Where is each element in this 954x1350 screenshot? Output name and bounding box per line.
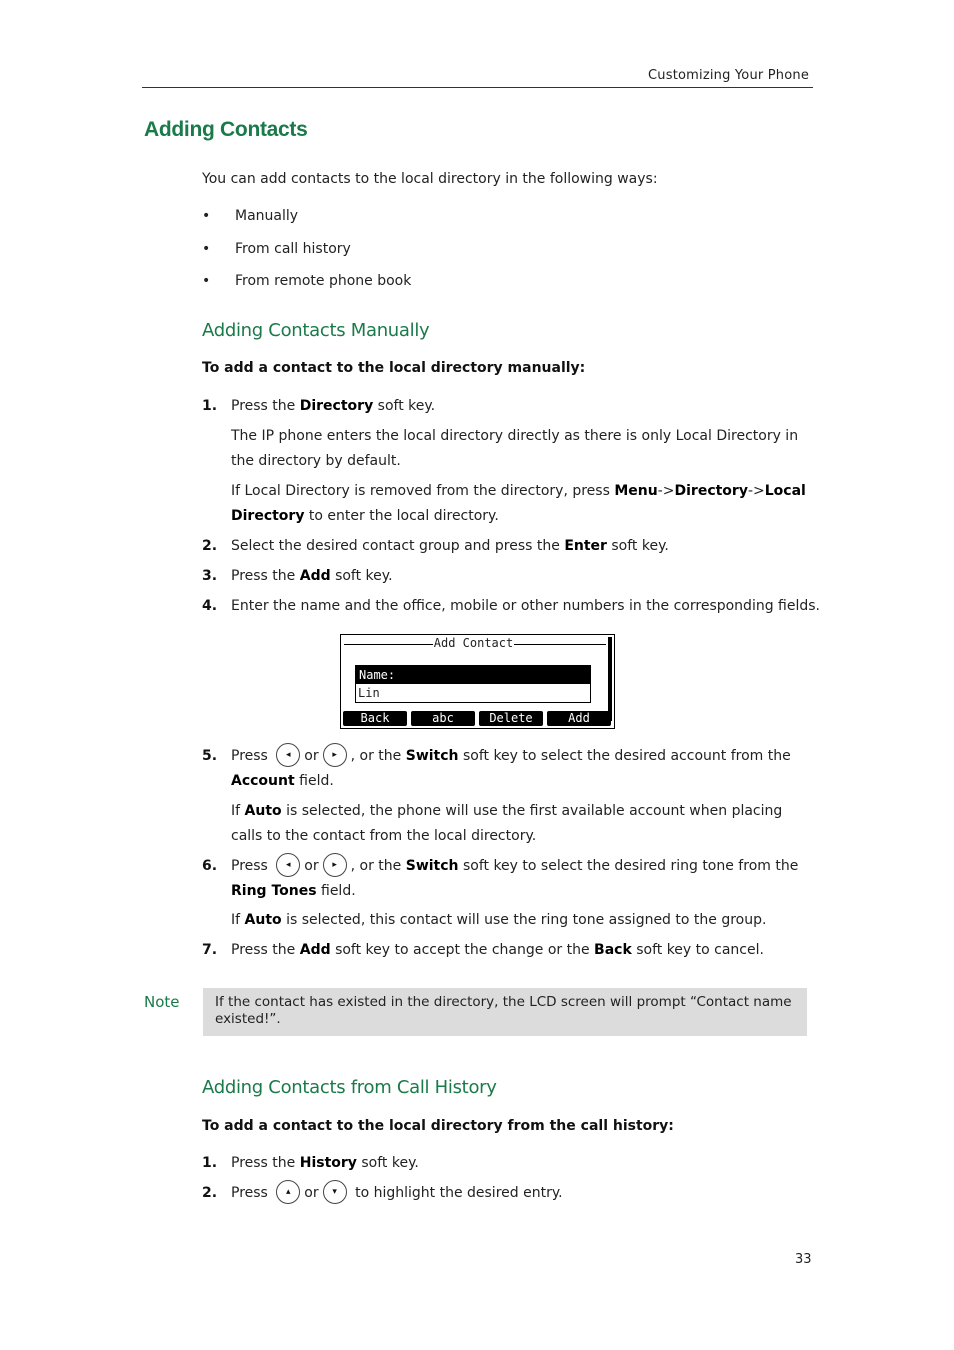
step-text: Press the Directory soft key. [231, 398, 436, 414]
bullet-icon: • [202, 273, 211, 289]
note-box [203, 988, 807, 1036]
subsection-title-manual: Adding Contacts Manually [202, 320, 430, 341]
right-arrow-key-icon: ▸ [323, 853, 347, 877]
left-arrow-key-icon: ◂ [276, 743, 300, 767]
step-paragraph: If Auto is selected, the phone will use the first available account when placing calls to the contact from the local directory. [231, 803, 783, 844]
step-number: 1. [202, 1155, 218, 1171]
step-number: 3. [202, 568, 218, 584]
note-label: Note [144, 993, 180, 1011]
lcd-scrollbar [608, 637, 612, 721]
step-number: 2. [202, 1185, 218, 1201]
down-arrow-key-icon: ▾ [323, 1180, 347, 1204]
step-number: 7. [202, 942, 218, 958]
step-number: 4. [202, 598, 218, 614]
step-paragraph: If Auto is selected, this contact will use the ring tone assigned to the group. [231, 912, 767, 928]
step-text: Enter the name and the office, mobile or other numbers in the corresponding fields. [231, 598, 820, 614]
step-number: 5. [202, 748, 218, 764]
lcd-softkey-add: Add [547, 711, 611, 726]
note-text: If the contact has existed in the directory, the LCD screen will prompt “Contact name existed!”. [215, 994, 792, 1027]
lcd-field-label: Name: [356, 666, 590, 684]
step-text: Press ◂ or ▸ , or the Switch soft key to select the desired ring tone from the Ring Tones field. [231, 854, 816, 904]
bullet-icon: • [202, 208, 211, 224]
step-text: Press ▴ or ▾ to highlight the desired entry. [231, 1181, 816, 1206]
procedure-heading: To add a contact to the local directory manually: [202, 360, 586, 376]
lcd-screen [340, 634, 615, 729]
lcd-title: Add Contact [433, 636, 514, 650]
step-text: Select the desired contact group and press the Enter soft key. [231, 538, 669, 554]
subsection-title-history: Adding Contacts from Call History [202, 1077, 497, 1098]
lcd-softkey-abc: abc [411, 711, 475, 726]
section-title: Adding Contacts [144, 118, 308, 141]
procedure-heading: To add a contact to the local directory from the call history: [202, 1118, 674, 1134]
step-number: 6. [202, 858, 218, 874]
right-arrow-key-icon: ▸ [323, 743, 347, 767]
step-number: 2. [202, 538, 218, 554]
lcd-name-field [355, 665, 591, 703]
bullet-icon: • [202, 241, 211, 257]
page-number: 33 [795, 1252, 812, 1267]
step-text: Press ◂ or ▸ , or the Switch soft key to select the desired account from the Account field. [231, 744, 816, 794]
intro-text: You can add contacts to the local directory in the following ways: [202, 171, 658, 187]
up-arrow-key-icon: ▴ [276, 1180, 300, 1204]
running-header: Customizing Your Phone [648, 68, 810, 83]
lcd-softkey-delete: Delete [479, 711, 543, 726]
step-text: Press the History soft key. [231, 1155, 419, 1171]
step-text: Press the Add soft key. [231, 568, 393, 584]
lcd-softkey-back: Back [343, 711, 407, 726]
lcd-field-value: Lin [358, 686, 380, 700]
header-rule [142, 87, 813, 88]
step-paragraph: If Local Directory is removed from the directory, press Menu->Directory->Local Directory to enter the local directory. [231, 483, 806, 524]
left-arrow-key-icon: ◂ [276, 853, 300, 877]
step-paragraph: The IP phone enters the local directory directly as there is only Local Directory in the directory by default. [231, 428, 799, 469]
step-number: 1. [202, 398, 218, 414]
step-text: Press the Add soft key to accept the change or the Back soft key to cancel. [231, 942, 764, 958]
